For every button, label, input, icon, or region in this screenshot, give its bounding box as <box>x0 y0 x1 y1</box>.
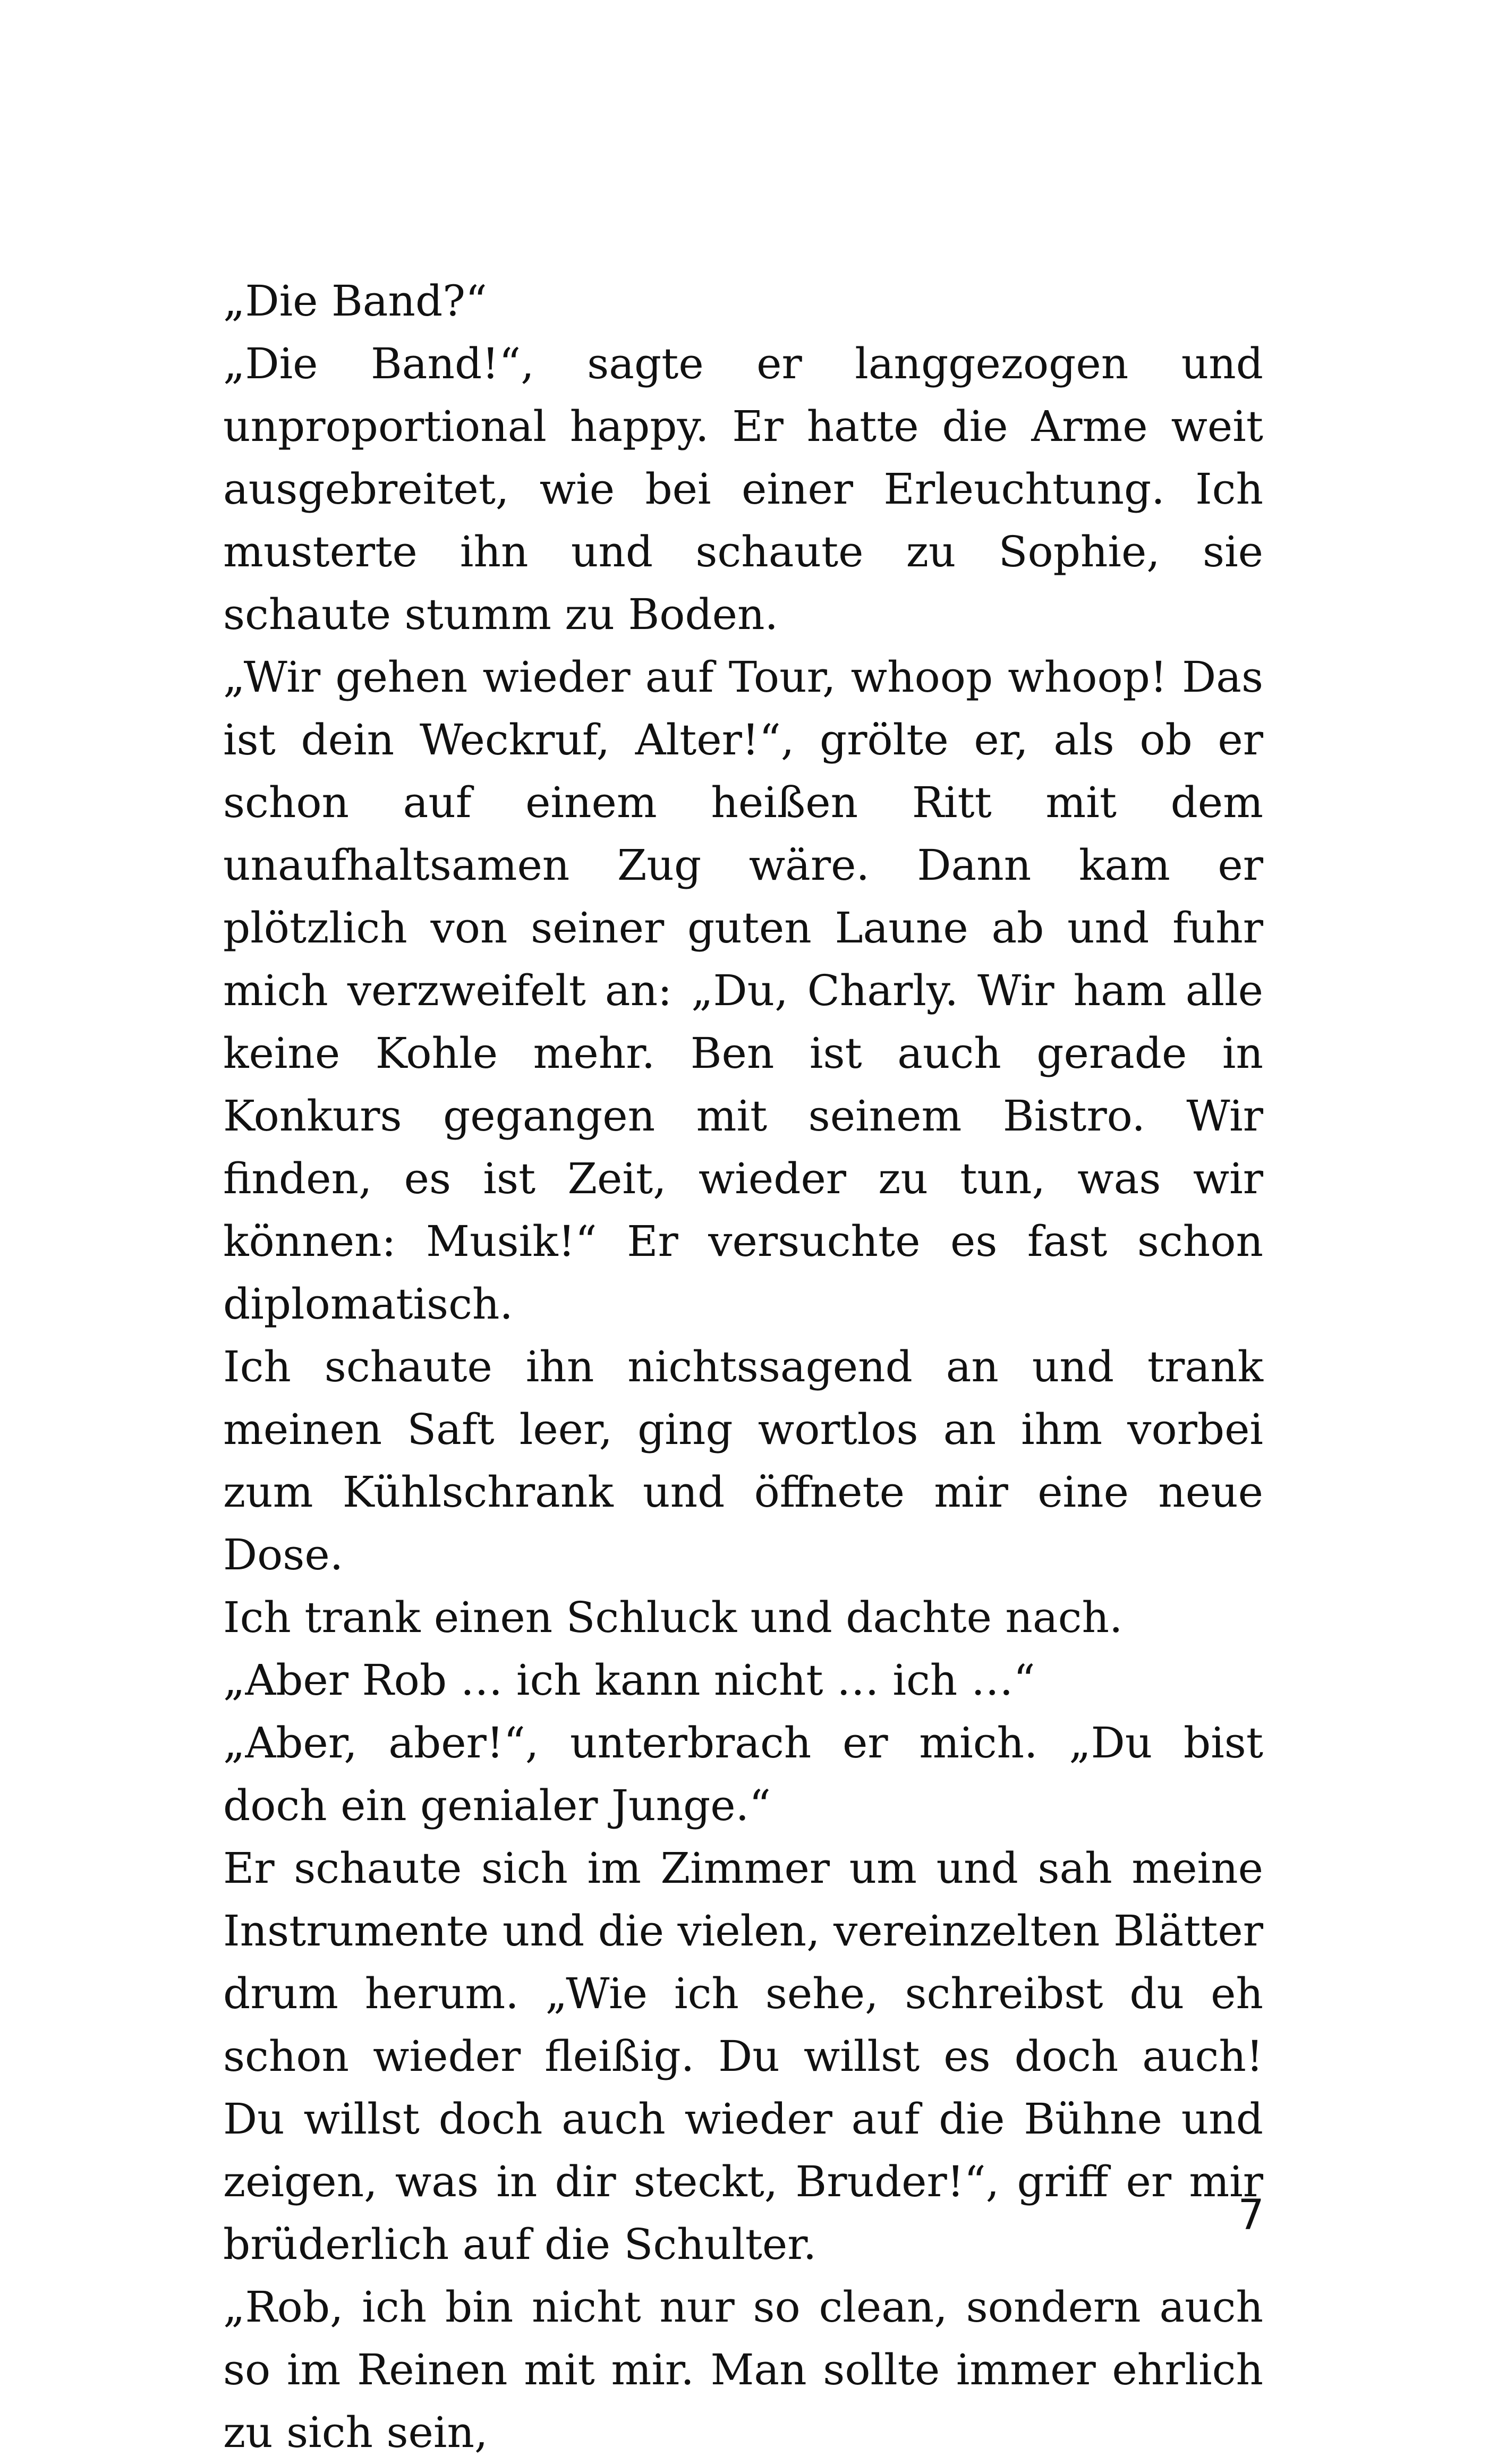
paragraph: „Rob, ich bin nicht nur so clean, sondern auch so im Reinen mit mir. Man sollte immer ehrlich zu sich sein, <box>223 2282 1263 2457</box>
page-number: 7 <box>1238 2191 1264 2239</box>
paragraph: Er schaute sich im Zimmer um und sah meine Instrumente und die vielen, vereinzelten Blätter drum herum. „Wie ich sehe, schreibst du eh schon wieder fleißig. Du willst es doch auch! Du willst doch auch wieder auf die Bühne und zeigen, was in dir steckt, Bruder!“, griff er mir brüderlich auf die Schulter. <box>223 1843 1263 2269</box>
paragraph: „Die Band!“, sagte er langgezogen und unproportional happy. Er hatte die Arme weit ausgebreitet, wie bei einer Erleuchtung. Ich musterte ihn und schaute zu Sophie, sie schaute stumm zu Boden. <box>223 339 1263 639</box>
paragraph: „Aber, aber!“, unterbrach er mich. „Du bist doch ein genialer Junge.“ <box>223 1718 1263 1830</box>
paragraph: „Aber Rob … ich kann nicht … ich …“ <box>223 1655 1035 1705</box>
body-text <box>223 270 1263 2464</box>
paragraph: „Die Band?“ <box>223 276 487 326</box>
paragraph: Ich trank einen Schluck und dachte nach. <box>223 1593 1123 1642</box>
paragraph: Ich schaute ihn nichtssagend an und trank meinen Saft leer, ging wortlos an ihm vorbei zum Kühlschrank und öffnete mir eine neue Dose. <box>223 1342 1263 1579</box>
paragraph: „Wir gehen wieder auf Tour, whoop whoop! Das ist dein Weckruf, Alter!“, grölte er, als ob er schon auf einem heißen Ritt mit dem unaufhaltsamen Zug wäre. Dann kam er plötzlich von seiner guten Laune ab und fuhr mich verzweifelt an: „Du, Charly. Wir ham alle keine Kohle mehr. Ben ist auch gerade in Konkurs gegangen mit seinem Bistro. Wir finden, es ist Zeit, wieder zu tun, was wir können: Musik!“ Er versuchte es fast schon diplomatisch. <box>223 652 1263 1329</box>
